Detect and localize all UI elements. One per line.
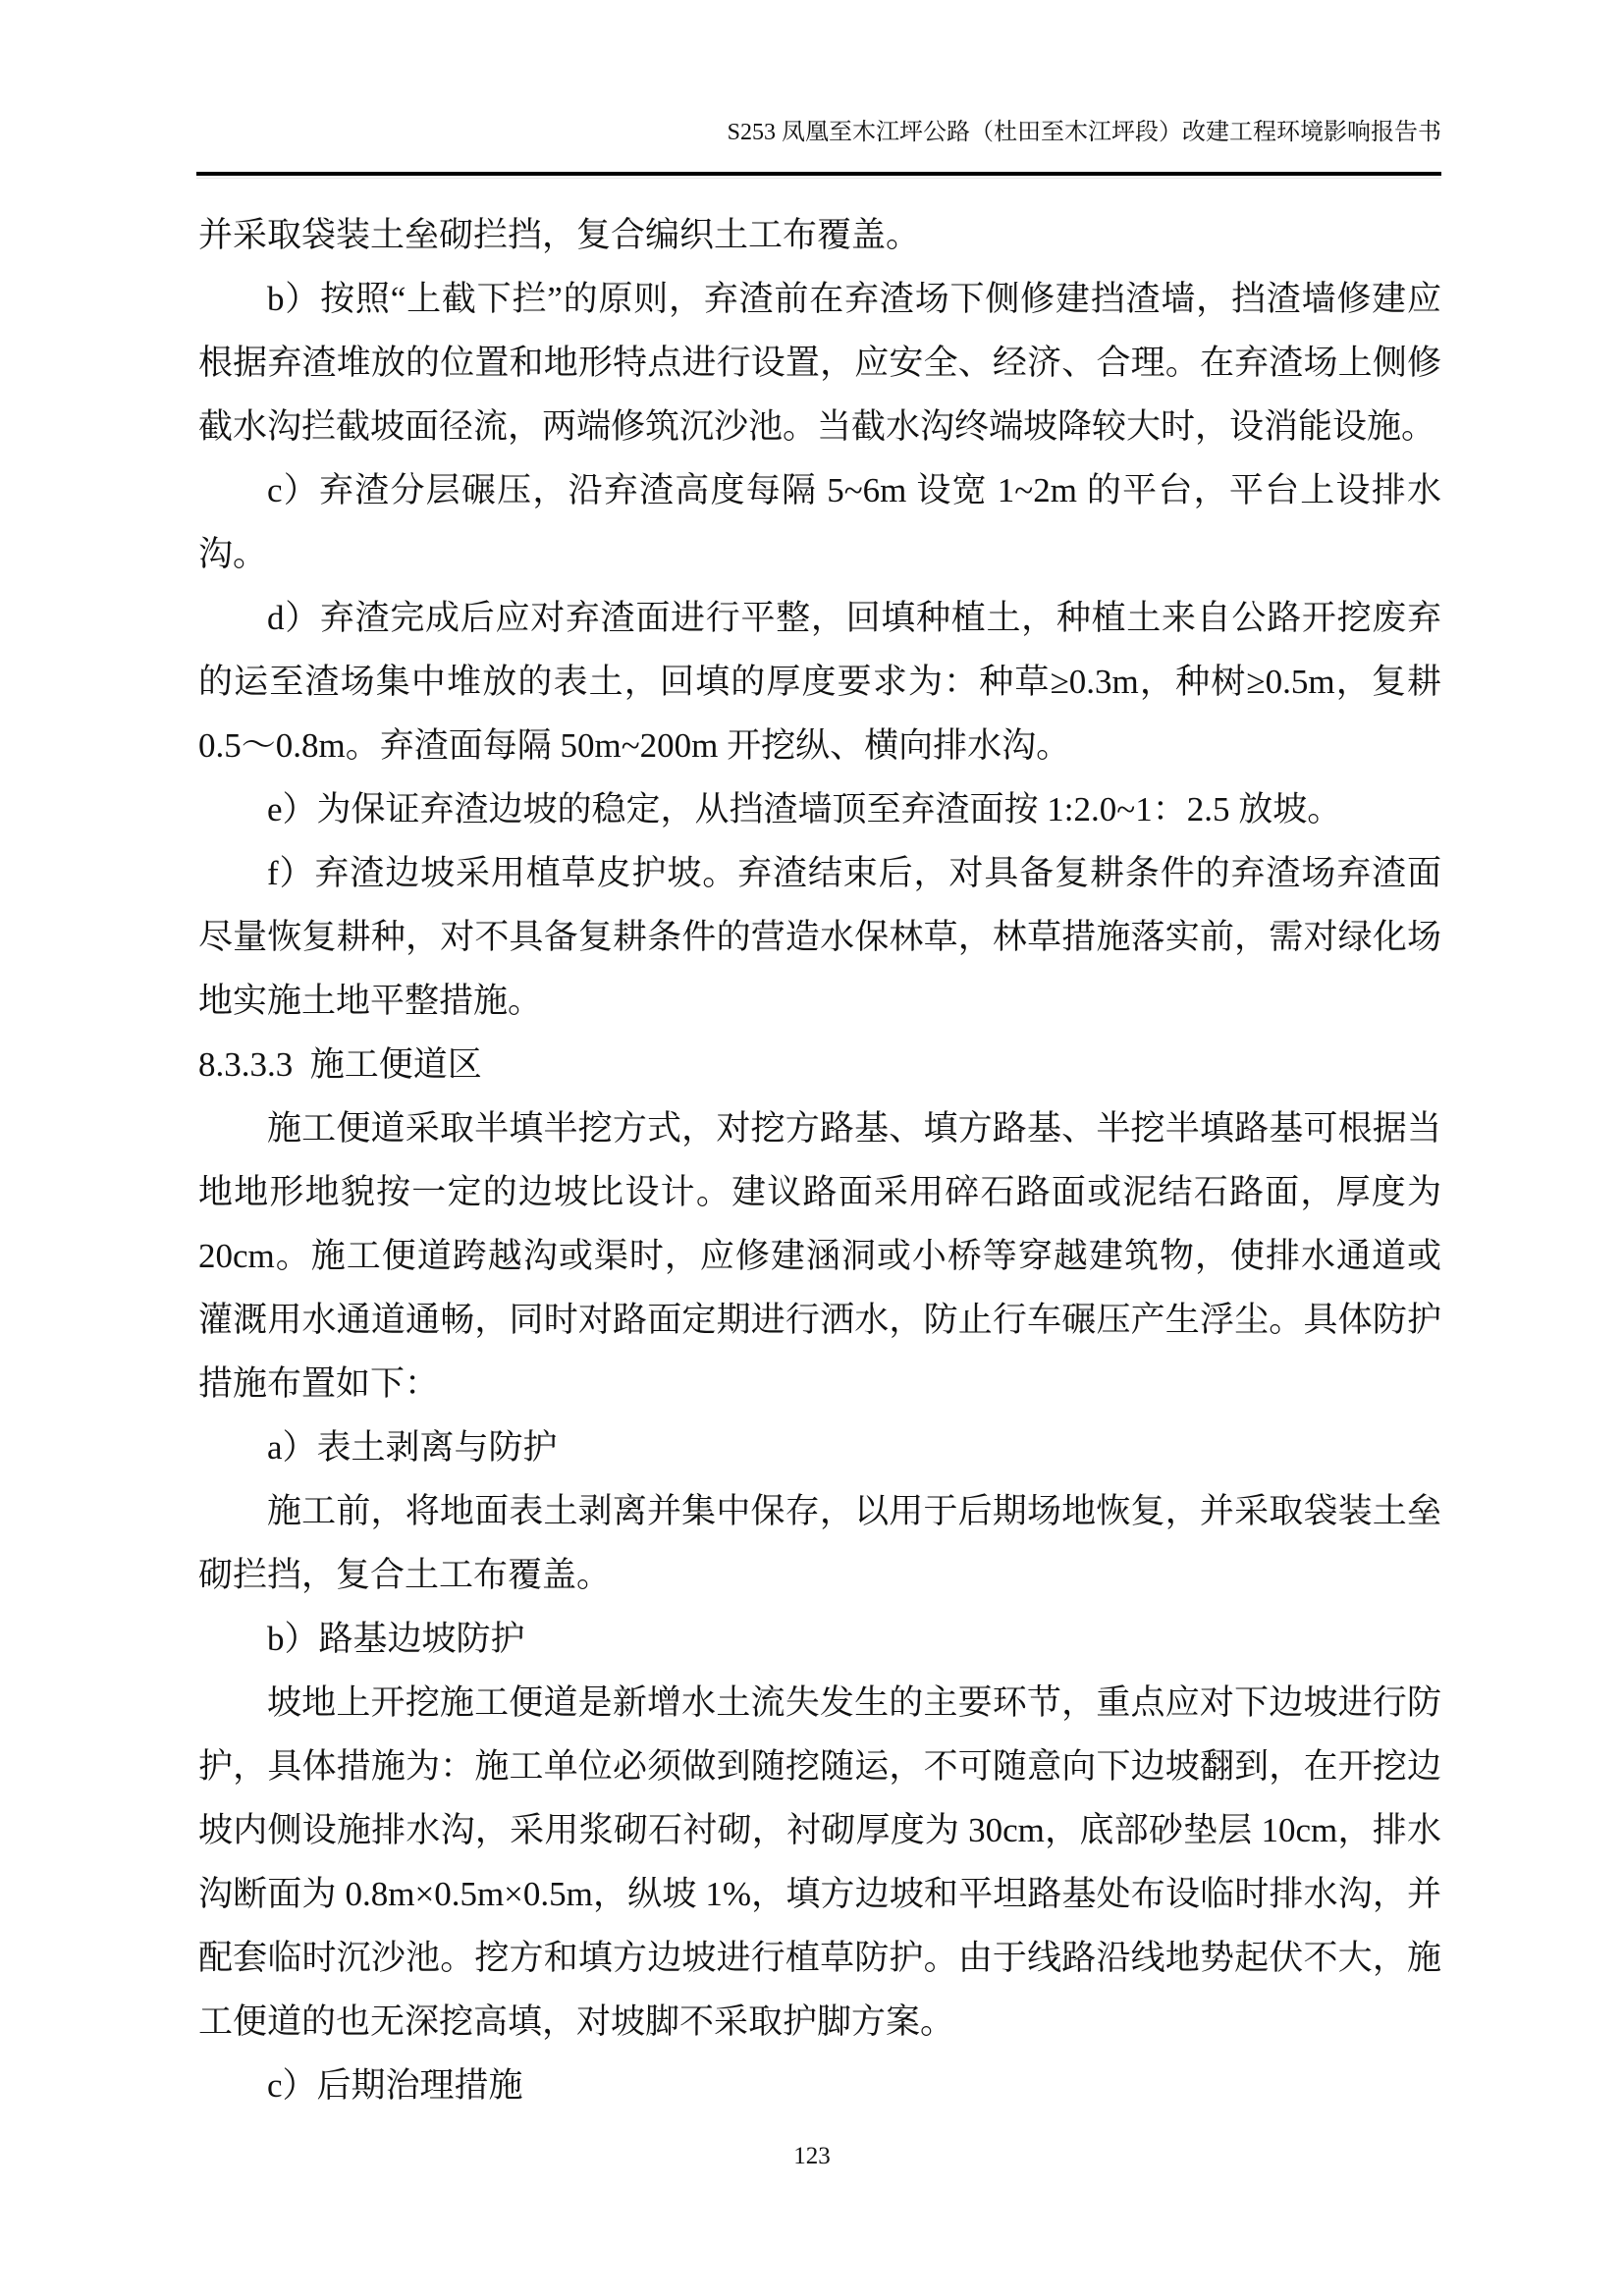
paragraph-road-intro: 施工便道采取半填半挖方式，对挖方路基、填方路基、半挖半填路基可根据当地地形地貌按一定的边坡比设计。建议路面采用碎石路面或泥结石路面，厚度为 20cm。施工便道跨越沟或渠时，应修建涵洞或小桥等穿越建筑物，使排水通道或灌溉用水通道通畅，同时对路面定期进行洒水，防止行车碾压产生浮尘。具体防护措施布置如下： xyxy=(198,1109,1441,1403)
paragraph-item-d: d）弃渣完成后应对弃渣面进行平整，回填种植土，种植土来自公路开挖废弃的运至渣场集中堆放的表土，回填的厚度要求为：种草≥0.3m，种树≥0.5m，复耕 0.5～0.8m。弃渣面每隔 50m~200m 开挖纵、横向排水沟。 xyxy=(198,599,1441,765)
paragraph-item-c: c）弃渣分层碾压，沿弃渣高度每隔 5~6m 设宽 1~2m 的平台，平台上设排水沟。 xyxy=(198,471,1441,573)
paragraph-item-c2: c）后期治理措施 xyxy=(267,2066,523,2105)
header-rule-shadow xyxy=(196,178,1441,179)
paragraph-item-a2: a）表土剥离与防护 xyxy=(267,1428,558,1467)
header-rule xyxy=(196,172,1441,176)
paragraph-topsoil: 施工前，将地面表土剥离并集中保存，以用于后期场地恢复，并采取袋装土垒砌拦挡，复合土工布覆盖。 xyxy=(198,1492,1441,1594)
page-header-title: S253 凤凰至木江坪公路（杜田至木江坪段）改建工程环境影响报告书 xyxy=(727,120,1441,145)
paragraph-item-b2: b）路基边坡防护 xyxy=(267,1620,525,1658)
section-heading-8333: 8.3.3.3 施工便道区 xyxy=(198,1045,482,1084)
paragraph-item-f: f）弃渣边坡采用植草皮护坡。弃渣结束后，对具备复耕条件的弃渣场弃渣面尽量恢复耕种，对不具备复耕条件的营造水保林草，林草措施落实前，需对绿化场地实施土地平整措施。 xyxy=(198,854,1441,1020)
paragraph-slope: 坡地上开挖施工便道是新增水土流失发生的主要环节，重点应对下边坡进行防护，具体措施为：施工单位必须做到随挖随运，不可随意向下边坡翻到，在开挖边坡内侧设施排水沟，采用浆砌石衬砌，衬砌厚度为 30cm，底部砂垫层 10cm，排水沟断面为 0.8m×0.5m×0.5m，纵坡 1%，填方边坡和平坦路基处布设临时排水沟，并配套临时沉沙池。挖方和填方边坡进行植草防护。由于线路沿线地势起伏不大，施工便道的也无深挖高填，对坡脚不采取护脚方案。 xyxy=(198,1683,1441,2041)
paragraph-continuation: 并采取袋装土垒砌拦挡，复合编织土工布覆盖。 xyxy=(198,216,921,254)
paragraph-item-b: b）按照“上截下拦”的原则，弃渣前在弃渣场下侧修建挡渣墙，挡渣墙修建应根据弃渣堆放的位置和地形特点进行设置，应安全、经济、合理。在弃渣场上侧修截水沟拦截坡面径流，两端修筑沉沙池。当截水沟终端坡降较大时，设消能设施。 xyxy=(198,280,1441,446)
paragraph-item-e: e）为保证弃渣边坡的稳定，从挡渣墙顶至弃渣面按 1:2.0~1：2.5 放坡。 xyxy=(267,790,1342,828)
page-number: 123 xyxy=(793,2143,831,2169)
document-body xyxy=(198,203,1441,2117)
